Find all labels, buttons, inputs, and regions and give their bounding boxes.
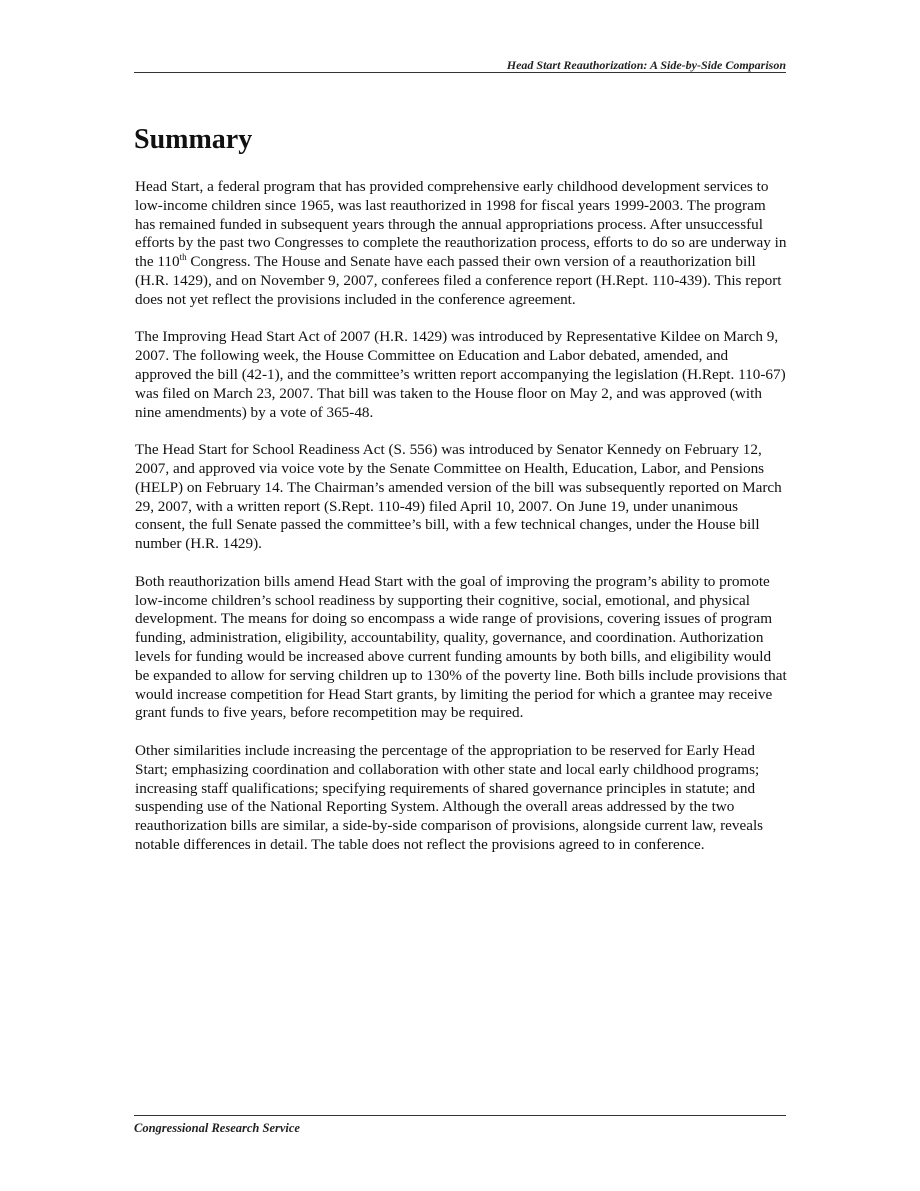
summary-body [135, 178, 787, 873]
running-header: Head Start Reauthorization: A Side-by-Side Comparison [506, 58, 786, 72]
ordinal-suffix: th [179, 252, 187, 263]
footer-divider [134, 1115, 786, 1116]
paragraph-3: The Head Start for School Readiness Act (S. 556) was introduced by Senator Kennedy on February 12, 2007, and approved via voice vote by the Senate Committee on Health, Education, Labor, and Pensions (HELP) on February 14. The Chairman’s amended version of the bill was subsequently reported on March 29, 2007, with a written report (S.Rept. 110-49) filed April 10, 2007. On June 19, under unanimous consent, the full Senate passed the committee’s bill, with a few technical changes, under the House bill number (H.R. 1429). [135, 441, 782, 553]
page-footer: Congressional Research Service [134, 1121, 300, 1135]
paragraph-1-text-b: Congress. The House and Senate have each passed their own version of a reauthorization bill (H.R. 1429), and on November 9, 2007, conferees filed a conference report (H.Rept. 110-439). This report does not yet reflect the provisions included in the conference agreement. [135, 253, 782, 308]
paragraph-4: Both reauthorization bills amend Head Start with the goal of improving the program’s ability to promote low-income children’s school readiness by supporting their cognitive, social, emotional, and physical development. The means for doing so encompass a wide range of provisions, covering issues of program funding, administration, eligibility, accountability, quality, governance, and coordination. Authorization levels for funding would be increased above current funding amounts by both bills, and eligibility would be expanded to allow for serving children up to 130% of the poverty line. Both bills include provisions that would increase competition for Head Start grants, by limiting the period for which a grantee may receive grant funds to five years, before recompetition may be required. [135, 572, 787, 722]
paragraph-1-text-a: Head Start, a federal program that has provided comprehensive early childhood development services to low-income children since 1965, was last reauthorized in 1998 for fiscal years 1999-2003. The program has remained funded in subsequent years through the annual appropriations process. After unsuccessful efforts by the past two Congresses to complete the reauthorization process, efforts to do so are underway in the 110 [135, 178, 787, 271]
page-title: Summary [134, 124, 253, 155]
paragraph-2: The Improving Head Start Act of 2007 (H.R. 1429) was introduced by Representative Kildee on March 9, 2007. The following week, the House Committee on Education and Labor debated, amended, and approved the bill (42-1), and the committee’s written report accompanying the legislation (H.Rept. 110-67) was filed on March 23, 2007. That bill was taken to the House floor on May 2, and was approved (with nine amendments) by a vote of 365-48. [135, 328, 786, 421]
header-divider [134, 72, 786, 73]
paragraph-5: Other similarities include increasing the percentage of the appropriation to be reserved for Early Head Start; emphasizing coordination and collaboration with other state and local early childhood programs; increasing staff qualifications; specifying requirements of shared governance principles in statute; and suspending use of the National Reporting System. Although the overall areas addressed by the two reauthorization bills are similar, a side-by-side comparison of provisions, alongside current law, reveals notable differences in detail. The table does not reflect the provisions agreed to in conference. [135, 741, 764, 853]
paragraph-1 [135, 178, 787, 310]
